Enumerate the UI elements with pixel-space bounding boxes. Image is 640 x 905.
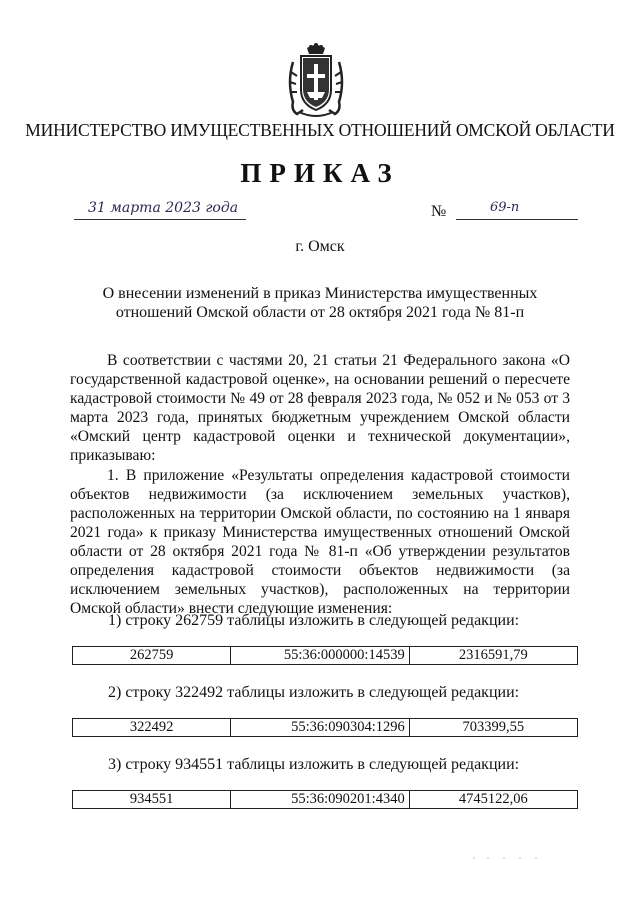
- scan-speckles: [470, 855, 550, 861]
- table-row: [73, 791, 578, 809]
- omsk-coat-of-arms-icon: [285, 42, 347, 118]
- table-cell-cadastral-value: 2316591,79: [409, 647, 577, 665]
- table-cell-cadastral-number: 55:36:090304:1296: [231, 719, 410, 737]
- table-row: [73, 647, 578, 665]
- item-3-table: [72, 790, 578, 809]
- item-2-label: 2) строку 322492 таблицы изложить в следующей редакции:: [108, 684, 520, 701]
- handwritten-number: 69-п: [490, 200, 520, 215]
- order-subject: О внесении изменений в приказ Министерства имущественных отношений Омской области от 28 октября 2021 года № 81-п: [102, 285, 538, 321]
- item-2-table: [72, 718, 578, 737]
- order-body: [70, 351, 570, 618]
- city: г. Омск: [295, 238, 345, 255]
- table-cell-row-number: 262759: [73, 647, 231, 665]
- number-sign: №: [431, 203, 447, 220]
- table-cell-cadastral-value: 4745122,06: [409, 791, 577, 809]
- item-3-label: 3) строку 934551 таблицы изложить в следующей редакции:: [108, 756, 520, 773]
- item-1-table: [72, 646, 578, 665]
- point-1-paragraph: 1. В приложение «Результаты определения кадастровой стоимости объектов недвижимости (за исключением земельных участков), расположенных на территории Омской области, по состоянию на 1 января 2021 года» к приказу Министерства имущественных отношений Омской области от 28 октября 2021 года № 81-п «Об утверждении результатов определения кадастровой стоимости объектов недвижимости (за исключением земельных участков), расположенных на территории Омской области» внести следующие изменения:: [70, 466, 570, 618]
- table-cell-row-number: 322492: [73, 719, 231, 737]
- item-1-label: 1) строку 262759 таблицы изложить в следующей редакции:: [108, 612, 520, 629]
- document-title: ПРИКАЗ: [240, 158, 400, 188]
- preamble-paragraph: В соответствии с частями 20, 21 статьи 21 Федерального закона «О государственной кадастровой оценке», на основании решений о пересчете кадастровой стоимости № 49 от 28 февраля 2023 года, № 052 и № 053 от 3 марта 2023 года, принятых бюджетным учреждением Омской области «Омский центр кадастровой оценки и технической документации», приказываю:: [70, 352, 570, 465]
- table-cell-row-number: 934551: [73, 791, 231, 809]
- table-cell-cadastral-value: 703399,55: [409, 719, 577, 737]
- ministry-name: МИНИСТЕРСТВО ИМУЩЕСТВЕННЫХ ОТНОШЕНИЙ ОМСКОЙ ОБЛАСТИ: [25, 120, 615, 140]
- table-cell-cadastral-number: 55:36:000000:14539: [231, 647, 410, 665]
- handwritten-date: 31 марта 2023 года: [88, 200, 239, 216]
- table-row: [73, 719, 578, 737]
- table-cell-cadastral-number: 55:36:090201:4340: [231, 791, 410, 809]
